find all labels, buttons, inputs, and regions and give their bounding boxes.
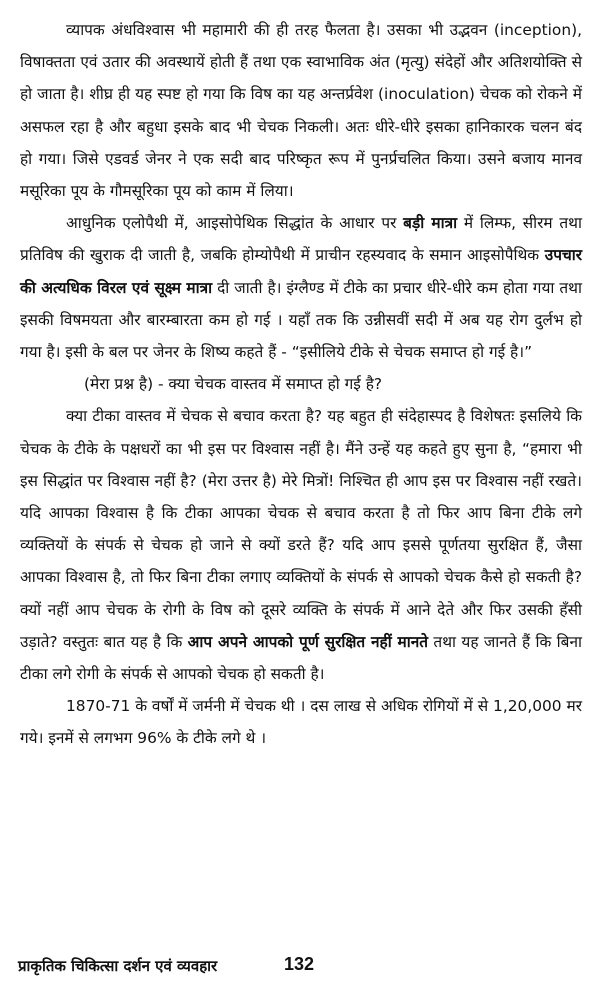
page-footer — [18, 952, 582, 982]
emphasis-large-dose: बड़ी मात्रा — [403, 214, 458, 233]
paragraph-allopathy — [20, 207, 582, 368]
paragraph-allopathy-text-2: में लिम्फ, सीरम तथा प्रतिविष की खुराक दी जाती है, जबकि होम्योपैथी में प्राचीन रहस्यवाद के समान आइसोपैथिक — [20, 214, 582, 265]
page-number: 132 — [284, 954, 315, 974]
paragraph-allopathy-text-3: दी जाती है। इंग्लैण्ड में टीके का प्रचार धीरे-धीरे कम होता गया तथा इसकी विषमयता और बारम्बारता कम हो गई । यहाँ तक कि उन्नीसवीं सदी में अब यह रोग दुर्लभ हो गया है। इसी के बल पर जेनर के शिष्य कहते हैं - “इसीलिये टीके से चेचक समाप्त हो गई है।” — [20, 278, 582, 362]
paragraph-allopathy-text-1: आधुनिक एलोपैथी में, आइसोपेथिक सिद्धांत के आधार पर — [66, 214, 397, 233]
emphasis-not-safe: आप अपने आपको पूर्ण सुरक्षित नहीं मानते — [187, 632, 429, 651]
paragraph-question: (मेरा प्रश्न है) - क्या चेचक वास्तव में समाप्त हो गई है? — [84, 375, 383, 394]
book-title: प्राकृतिक चिकित्सा दर्शन एवं व्यवहार — [18, 957, 218, 975]
paragraph-vaccine-doubt — [20, 400, 582, 690]
paragraph-vaccine-text-1: क्या टीका वास्तव में चेचक से बचाव करता है? यह बहुत ही संदेहास्पद है विशेषतः इसलिये कि चेचक के टीके के पक्षधरों का भी इस पर विश्वास नहीं है। मैंने उन्हें यह कहते हुए सुना है, “हमारा भी इस सिद्धांत पर विश्वास नहीं है? (मेरा उत्तर है) मेरे मित्रों! निश्चित ही आप इस पर विश्वास नहीं रखते। यदि आपका विश्वास है कि टीका आपका चेचक से बचाव करता है तो फिर आप बिना टीके लगे व्यक्तियों के संपर्क से चेचक हो जाने से क्यों डरते हैं? यदि आप इससे पूर्णतया सुरक्षित हैं, जैसा आपका विश्वास है, तो फिर बिना टीका लगाए व्यक्तियों के संपर्क से आपको चेचक कैसे हो सकती है? क्यों नहीं आप चेचक के रोगी के विष को दूसरे व्यक्ति के संपर्क में आने देते और फिर उसकी हँसी उड़ाते? वस्तुतः बात यह है कि — [20, 407, 582, 651]
paragraph-germany-statistics: 1870-71 के वर्षों में जर्मनी में चेचक थी । दस लाख से अधिक रोगियों में से 1,20,000 मर गये। इनमें से लगभग 96% के टीके लगे थे । — [20, 697, 582, 748]
emphasis-minute-dose: उपचार की अत्यधिक विरल एवं सूक्ष्म मात्रा — [20, 246, 582, 297]
paragraph-vaccine-text-2: तथा यह जानते हैं कि बिना टीका लगे रोगी के संपर्क से आपको चेचक हो सकती है। — [20, 632, 582, 684]
paragraph-superstition: व्यापक अंधविश्वास भी महामारी की ही तरह फैलता है। उसका भी उद्भवन (inception), विषाक्तता एवं उतार की अवस्थायें होती हैं तथा एक स्वाभाविक अंत (मृत्यु) संदेहों और अतिशयोक्ति से हो जाता है। शीघ्र ही यह स्पष्ट हो गया कि विष का यह अन्तर्प्रवेश (inoculation) चेचक को रोकने में असफल रहा है और बहुधा इसके बाद भी चेचक निकली। अतः धीरे-धीरे इसका हानिकारक चलन बंद हो गया। जिसे एडवर्ड जेनर ने एक सदी बाद परिष्कृत रूप में पुनर्प्रचलित किया। उसने बजाय मानव मसूरिका पूय के गौमसूरिका पूय को काम में लिया। — [20, 21, 582, 201]
